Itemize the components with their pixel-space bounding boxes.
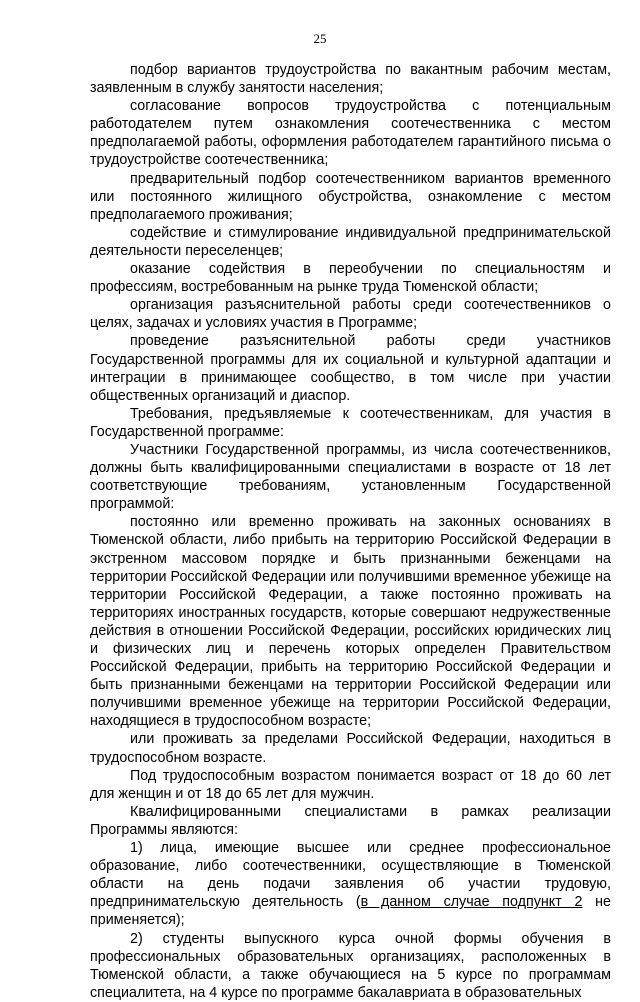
paragraph: Под трудоспособным возрастом понимается возраст от 18 до 60 лет для женщин и от 18 до 65 лет для мужчин. — [90, 767, 611, 802]
paragraph: подбор вариантов трудоустройства по вакантным рабочим местам, заявленным в службу занятости населения; — [90, 62, 611, 97]
paragraph: оказание содействия в переобучении по специальностям и профессиям, востребованным на рынке труда Тюменской области; — [90, 261, 611, 296]
paragraph: проведение разъяснительной работы среди участников Государственной программы для их социальной и культурной адаптации и интеграции в принимающее сообщество, в том числе при участии общественных организаций и диаспор. — [90, 333, 611, 404]
list-item-1-tail: не применяется); — [90, 894, 611, 929]
paragraph: Участники Государственной программы, из числа соотечественников, должны быть квалифицированными специалистами в возрасте от 18 лет соответствующие требованиям, установленным Государственной программой: — [90, 441, 611, 513]
page-number: 25 — [313, 31, 327, 46]
paragraph: Квалифицированными специалистами в рамках реализации Программы являются: — [90, 803, 611, 838]
list-item-1 — [90, 839, 611, 929]
paragraph: или проживать за пределами Российской Федерации, находиться в трудоспособном возрасте. — [90, 731, 611, 766]
list-item-2: 2) студенты выпускного курса очной формы обучения в профессиональных образовательных организациях, расположенных в Тюменской области, а также обучающиеся на 5 курсе по программам специалитета, на 4 курсе по программе бакалавриата в образовательных — [90, 930, 611, 1001]
document-body — [90, 61, 611, 1002]
paragraph: постоянно или временно проживать на законных основаниях в Тюменской области, либо прибыть на территорию Российской Федерации в экстренном массовом порядке и быть признанными беженцами на территории Российской Федерации или получившими временное убежище на территории Российской Федерации, а также постоянно проживать на территориях иностранных государств, которые совершают недружественные действия в отношении Российской Федерации, российских юридических лиц и физических лиц и перечень которых определен Правительством Российской Федерации, прибыть на территорию Российской Федерации и быть признанными беженцами на территории Российской Федерации или получившими временное убежище на территории Российской Федерации, находящиеся в трудоспособном возрасте; — [90, 514, 611, 730]
paragraph: предварительный подбор соотечественником вариантов временного или постоянного жилищного обустройства, ознакомление с местом предполагаемого проживания; — [90, 170, 611, 223]
paragraph: Требования, предъявляемые к соотечественникам, для участия в Государственной программе: — [90, 405, 611, 440]
paragraph: содействие и стимулирование индивидуальной предпринимательской деятельности переселенцев; — [90, 224, 611, 259]
paragraph: организация разъяснительной работы среди соотечественников о целях, задачах и условиях участия в Программе; — [90, 297, 611, 332]
underlined-reference: в данном случае подпункт 2 — [360, 894, 583, 911]
paragraph: согласование вопросов трудоустройства с потенциальным работодателем путем ознакомления соотечественника с местом предполагаемой работы, оформления работодателем гарантийного письма о трудоустройстве соотечественника; — [90, 98, 611, 169]
list-item-1-text: 1) лица, имеющие высшее или среднее профессиональное образование, либо соотечественники, осуществляющие в Тюменской области на день подачи заявления об участии трудовую, предпринимательскую деятельность ( — [90, 840, 611, 911]
